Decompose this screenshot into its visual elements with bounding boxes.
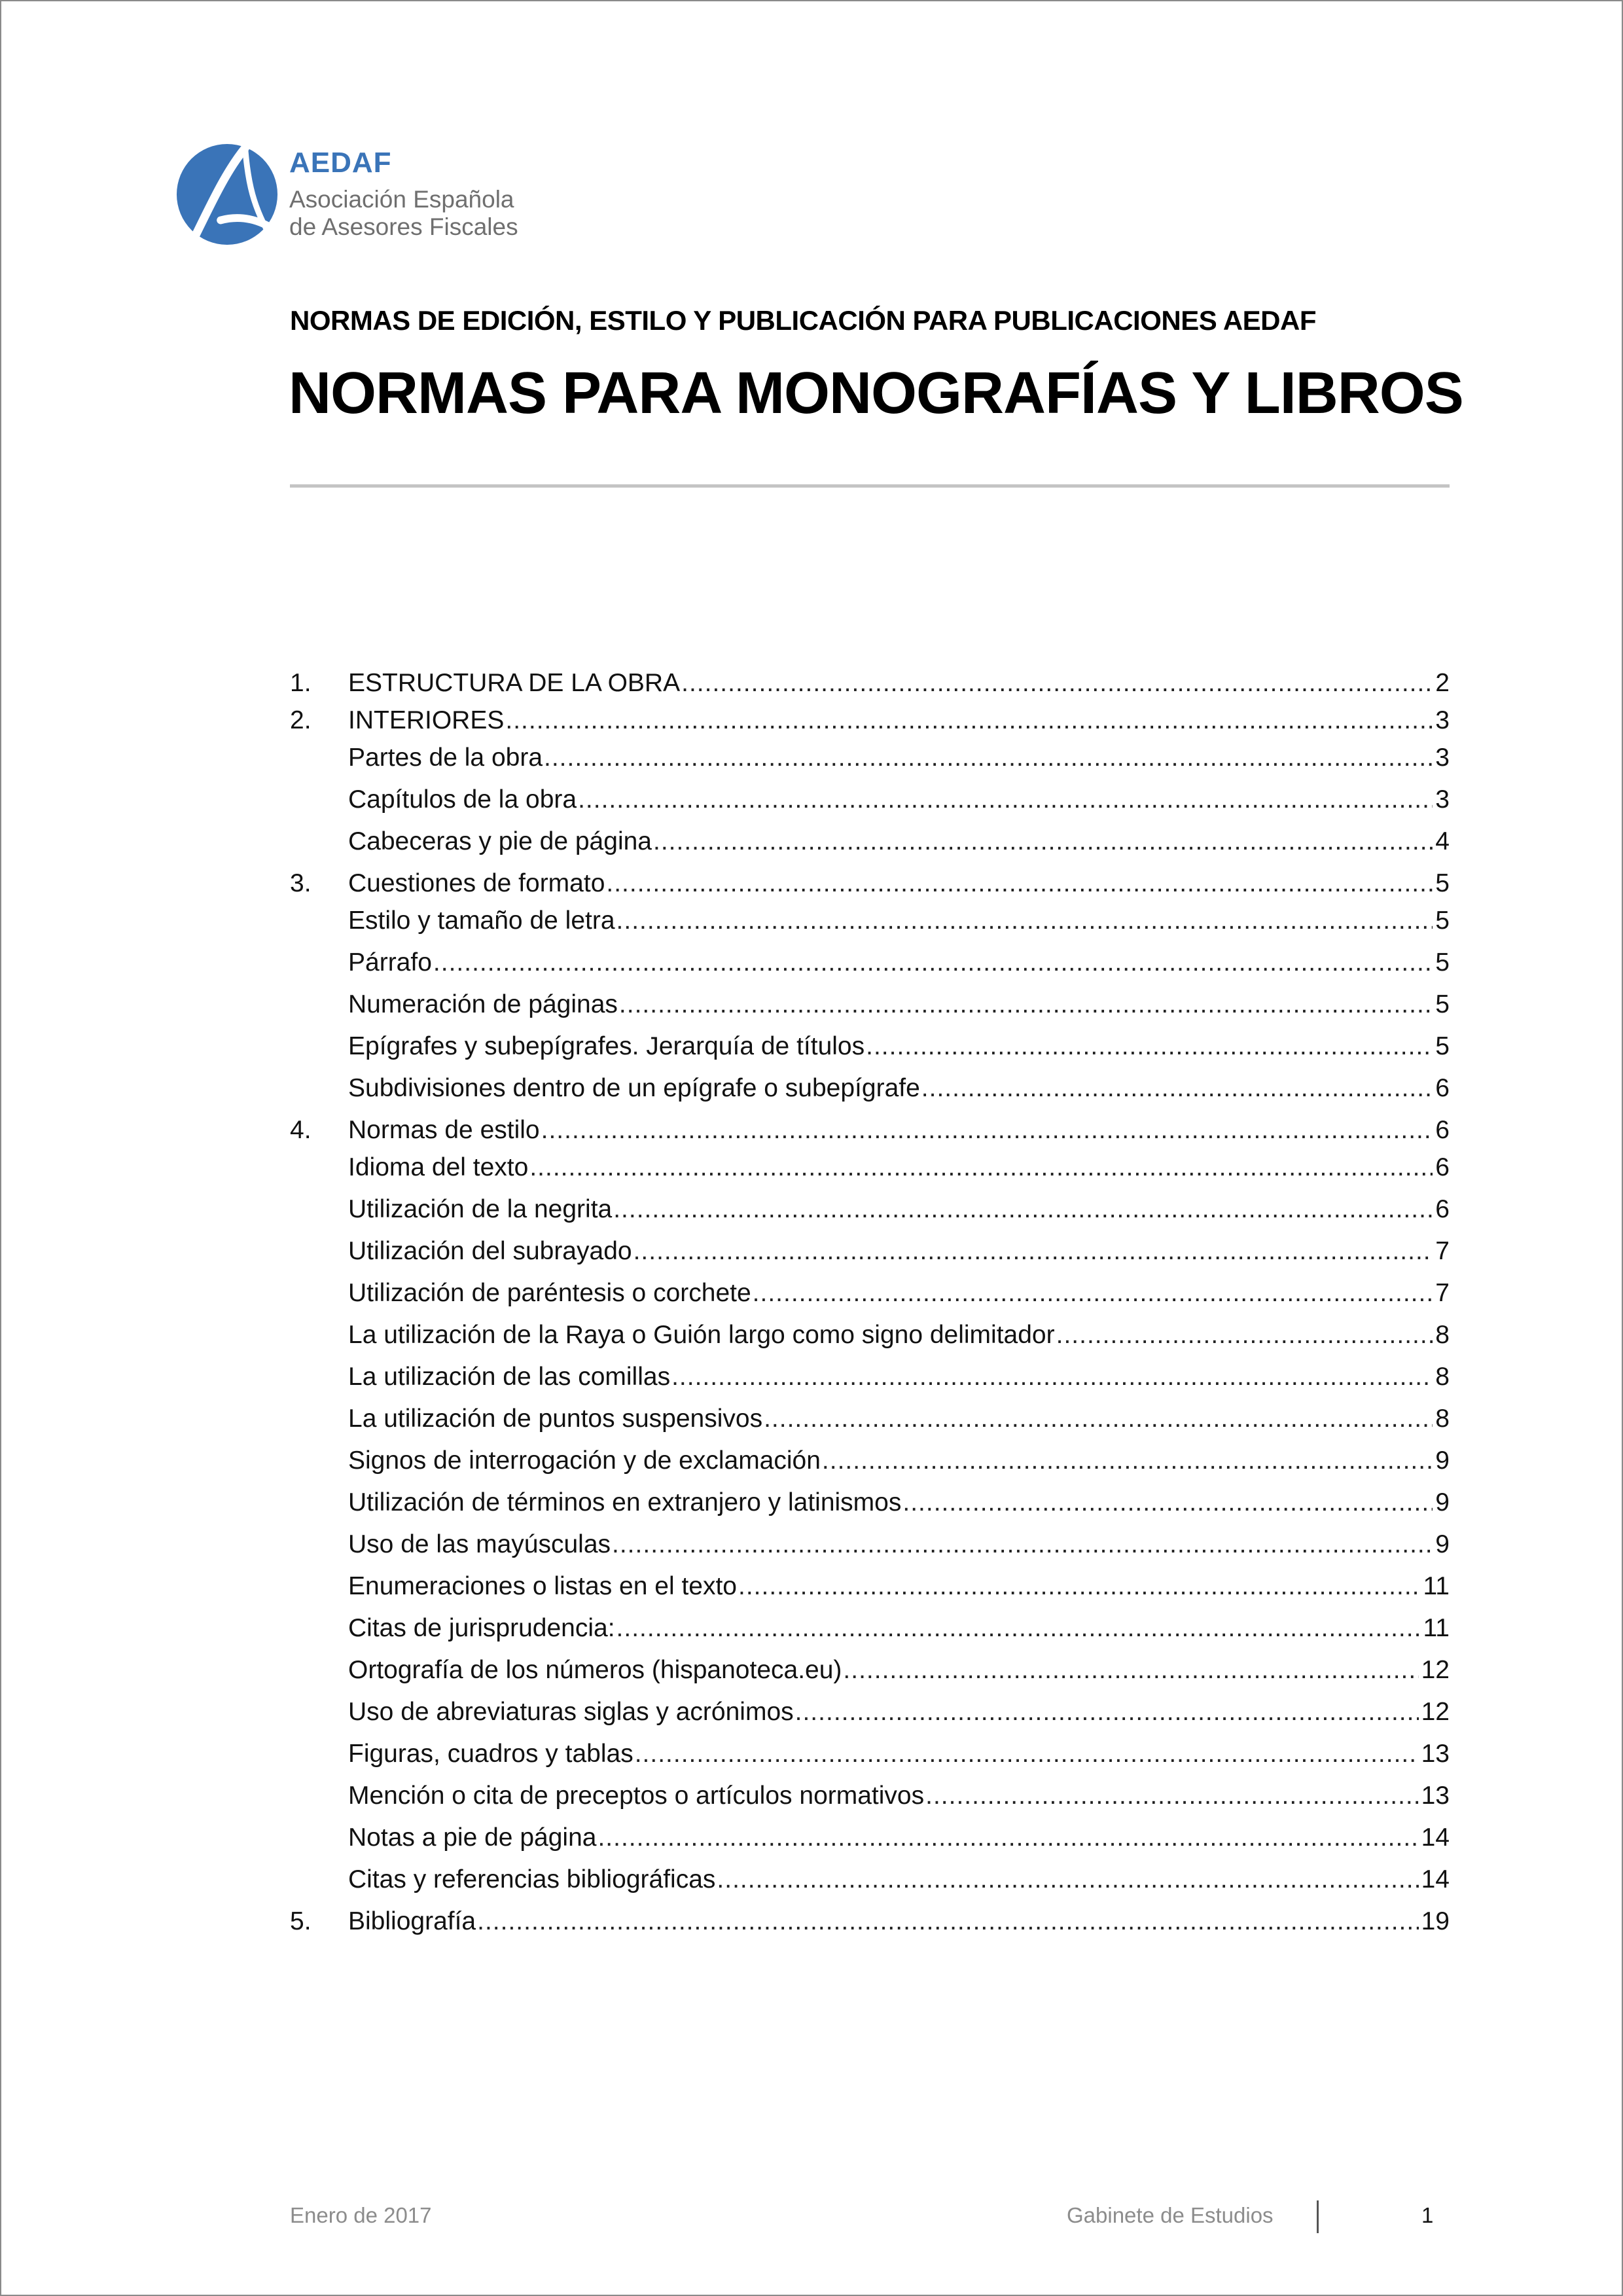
toc-entry-page: 11: [1423, 1614, 1450, 1642]
toc-entry-label: La utilización de la Raya o Guión largo como signo delimitador: [348, 1321, 1055, 1349]
toc-entry-page: 7: [1435, 1279, 1450, 1307]
toc-entry-label: La utilización de puntos suspensivos: [348, 1405, 763, 1433]
toc-entry-page: 13: [1421, 1740, 1450, 1768]
toc-entry-page: 13: [1421, 1782, 1450, 1810]
toc-entry[interactable]: [290, 869, 1450, 908]
toc-entry[interactable]: [348, 1195, 1450, 1234]
toc-entry-number: 4.: [290, 1116, 312, 1144]
toc-dot-leader: [616, 1614, 1421, 1643]
document-title: NORMAS PARA MONOGRAFÍAS Y LIBROS: [289, 361, 1463, 426]
toc-entry-label: Cuestiones de formato: [348, 869, 605, 897]
toc-entry-page: 3: [1435, 706, 1450, 734]
toc-entry-page: 9: [1435, 1530, 1450, 1558]
toc-entry-page: 11: [1423, 1572, 1450, 1600]
toc-entry-page: 5: [1435, 1032, 1450, 1060]
toc-dot-leader: [843, 1656, 1418, 1685]
toc-entry-label: INTERIORES: [348, 706, 505, 734]
toc-entry[interactable]: [348, 990, 1450, 1030]
toc-entry-label: Citas y referencias bibliográficas: [348, 1865, 716, 1893]
toc-entry-number: 1.: [290, 669, 312, 697]
toc-entry[interactable]: [348, 1153, 1450, 1193]
toc-dot-leader: [653, 827, 1433, 856]
toc-dot-leader: [633, 1237, 1433, 1266]
footer-divider: [1317, 2200, 1319, 2233]
toc-dot-leader: [795, 1698, 1419, 1727]
toc-dot-leader: [866, 1032, 1433, 1061]
toc-entry[interactable]: [348, 785, 1450, 825]
toc-entry-page: 6: [1435, 1153, 1450, 1181]
toc-dot-leader: [597, 1823, 1418, 1852]
logo-name: AEDAF: [289, 147, 392, 179]
toc-entry-label: Citas de jurisprudencia:: [348, 1614, 615, 1642]
toc-entry-label: Párrafo: [348, 948, 432, 977]
toc-entry[interactable]: [290, 706, 1450, 745]
toc-entry-page: 6: [1435, 1116, 1450, 1144]
toc-entry[interactable]: [348, 1698, 1450, 1737]
toc-entry-label: Notas a pie de página: [348, 1823, 597, 1852]
footer-date: Enero de 2017: [290, 2203, 432, 2227]
toc-entry[interactable]: [348, 1572, 1450, 1611]
toc-entry[interactable]: [348, 744, 1450, 783]
toc-entry-label: La utilización de las comillas: [348, 1363, 671, 1391]
toc-entry-page: 5: [1435, 990, 1450, 1018]
toc-entry[interactable]: [348, 1074, 1450, 1113]
toc-entry[interactable]: [348, 1656, 1450, 1695]
toc-entry-page: 8: [1435, 1405, 1450, 1433]
toc-dot-leader: [505, 706, 1433, 735]
toc-entry-label: Utilización de paréntesis o corchete: [348, 1279, 751, 1307]
toc-dot-leader: [635, 1740, 1419, 1768]
toc-entry-page: 4: [1435, 827, 1450, 855]
toc-entry-page: 12: [1421, 1698, 1450, 1726]
toc-dot-leader: [753, 1279, 1433, 1308]
toc-dot-leader: [717, 1865, 1418, 1894]
toc-entry-label: Cabeceras y pie de página: [348, 827, 652, 855]
toc-entry[interactable]: [348, 1032, 1450, 1071]
toc-entry[interactable]: [348, 1488, 1450, 1528]
toc-entry-label: Mención o cita de preceptos o artículos normativos: [348, 1782, 925, 1810]
toc-entry[interactable]: [290, 669, 1450, 708]
title-divider: [290, 484, 1450, 488]
toc-entry-number: 3.: [290, 869, 312, 897]
toc-entry[interactable]: [348, 948, 1450, 988]
toc-entry-label: Idioma del texto: [348, 1153, 529, 1181]
toc-entry-label: Utilización de la negrita: [348, 1195, 613, 1223]
footer-page-number: 1: [1421, 2203, 1434, 2227]
toc-entry[interactable]: [348, 1405, 1450, 1444]
toc-entry-number: 2.: [290, 706, 312, 734]
toc-entry[interactable]: [348, 1279, 1450, 1318]
toc-entry[interactable]: [348, 1740, 1450, 1779]
toc-dot-leader: [764, 1405, 1433, 1433]
toc-entry-label: Enumeraciones o listas en el texto: [348, 1572, 737, 1600]
toc-entry-page: 19: [1421, 1907, 1450, 1935]
toc-entry-label: Estilo y tamaño de letra: [348, 906, 615, 935]
toc-dot-leader: [578, 785, 1433, 814]
toc-entry-label: Epígrafes y subepígrafes. Jerarquía de títulos: [348, 1032, 865, 1060]
toc-entry-label: Utilización del subrayado: [348, 1237, 632, 1265]
toc-entry[interactable]: [348, 1614, 1450, 1653]
toc-entry-page: 5: [1435, 948, 1450, 977]
toc-entry[interactable]: [348, 827, 1450, 867]
toc-entry-page: 9: [1435, 1488, 1450, 1516]
toc-entry-label: Uso de las mayúsculas: [348, 1530, 611, 1558]
toc-entry-page: 5: [1435, 906, 1450, 935]
toc-entry-page: 8: [1435, 1363, 1450, 1391]
toc-entry-page: 6: [1435, 1074, 1450, 1102]
toc-entry[interactable]: [290, 1907, 1450, 1946]
toc-entry-label: Figuras, cuadros y tablas: [348, 1740, 633, 1768]
toc-entry-label: Numeración de páginas: [348, 990, 618, 1018]
toc-entry-page: 14: [1421, 1865, 1450, 1893]
toc-entry-label: Ortografía de los números (hispanoteca.eu): [348, 1656, 842, 1684]
toc-entry-page: 7: [1435, 1237, 1450, 1265]
toc-entry-number: 5.: [290, 1907, 312, 1935]
toc-dot-leader: [925, 1782, 1419, 1810]
toc-dot-leader: [921, 1074, 1433, 1103]
toc-entry-label: Uso de abreviaturas siglas y acrónimos: [348, 1698, 794, 1726]
logo-tagline-line-2: de Asesores Fiscales: [289, 213, 518, 240]
toc-entry-label: Normas de estilo: [348, 1116, 540, 1144]
footer-department: Gabinete de Estudios: [1067, 2203, 1274, 2227]
toc-dot-leader: [541, 1116, 1433, 1145]
toc-entry-label: Utilización de términos en extranjero y latinismos: [348, 1488, 902, 1516]
toc-entry-label: ESTRUCTURA DE LA OBRA: [348, 669, 681, 697]
toc-entry[interactable]: [348, 1321, 1450, 1360]
toc-dot-leader: [433, 948, 1433, 977]
toc-entry[interactable]: [348, 1363, 1450, 1402]
toc-entry[interactable]: [348, 1237, 1450, 1276]
toc-entry[interactable]: [348, 1782, 1450, 1821]
document-subtitle: NORMAS DE EDICIÓN, ESTILO Y PUBLICACIÓN PARA PUBLICACIONES AEDAF: [290, 305, 1316, 336]
toc-entry-page: 5: [1435, 869, 1450, 897]
toc-dot-leader: [681, 669, 1433, 698]
toc-dot-leader: [477, 1907, 1418, 1936]
toc-entry-label: Capítulos de la obra: [348, 785, 577, 814]
logo-tagline-line-1: Asociación Española: [289, 186, 514, 213]
toc-entry[interactable]: [348, 1865, 1450, 1905]
toc-dot-leader: [612, 1530, 1433, 1559]
toc-entry-page: 14: [1421, 1823, 1450, 1852]
toc-entry-label: Subdivisiones dentro de un epígrafe o subepígrafe: [348, 1074, 920, 1102]
toc-entry-label: Partes de la obra: [348, 744, 543, 772]
toc-entry[interactable]: [290, 1116, 1450, 1155]
toc-entry-page: 9: [1435, 1446, 1450, 1475]
toc-entry-page: 8: [1435, 1321, 1450, 1349]
toc-entry[interactable]: [348, 1530, 1450, 1570]
toc-dot-leader: [529, 1153, 1433, 1182]
toc-dot-leader: [619, 990, 1433, 1019]
toc-dot-leader: [1056, 1321, 1433, 1350]
toc-entry-page: 3: [1435, 744, 1450, 772]
toc-dot-leader: [544, 744, 1433, 772]
toc-dot-leader: [613, 1195, 1433, 1224]
toc-entry-page: 2: [1435, 669, 1450, 697]
toc-dot-leader: [902, 1488, 1433, 1517]
toc-entry[interactable]: [348, 906, 1450, 946]
toc-entry[interactable]: [348, 1446, 1450, 1486]
aedaf-logo: [175, 140, 542, 251]
toc-entry-page: 12: [1421, 1656, 1450, 1684]
toc-entry[interactable]: [348, 1823, 1450, 1863]
toc-dot-leader: [738, 1572, 1421, 1601]
toc-dot-leader: [606, 869, 1433, 898]
toc-entry-label: Signos de interrogación y de exclamación: [348, 1446, 821, 1475]
toc-dot-leader: [616, 906, 1433, 935]
toc-entry-page: 3: [1435, 785, 1450, 814]
toc-dot-leader: [671, 1363, 1433, 1391]
aedaf-logo-icon: [175, 143, 279, 246]
toc-entry-label: Bibliografía: [348, 1907, 476, 1935]
toc-entry-page: 6: [1435, 1195, 1450, 1223]
toc-dot-leader: [822, 1446, 1433, 1475]
